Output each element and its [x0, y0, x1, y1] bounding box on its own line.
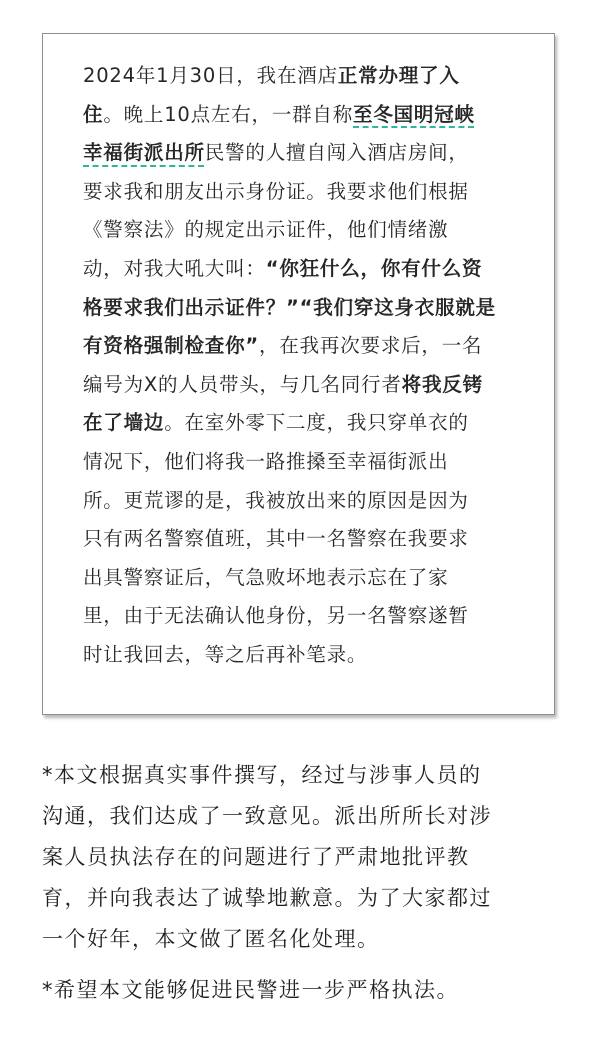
quote-line-16: 时让我回去，等之后再补笔录。 — [83, 642, 368, 666]
note-line: *本文根据真实事件撰写，经过与涉事人员的 — [42, 763, 482, 787]
quote-line-6: 动，对我大吼大叫：“你狂什么，你有什么资 — [83, 256, 483, 280]
quote-line-13: 只有两名警察值班，其中一名警察在我要求 — [83, 527, 469, 551]
quote-line-2: 住。晚上10点左右，一群自称至冬国明冠峡 — [83, 102, 475, 126]
anonymization-note — [42, 755, 562, 960]
police-station-name: 至冬国明冠峡 — [353, 102, 475, 126]
quote-line-14: 出具警察证后，气急败坏地表示忘在了家 — [83, 565, 449, 589]
note-line: 沟通，我们达成了一致意见。派出所所长对涉 — [42, 804, 492, 828]
quote-line-1: 2024年1月30日，我在酒店正常办理了入 — [83, 64, 460, 87]
quote-line-9: 编号为X的人员带头，与几名同行者将我反铐 — [83, 372, 483, 396]
footnotes — [42, 755, 562, 1011]
quote-line-15: 里，由于无法确认他身份，另一名警察遂暂 — [83, 604, 469, 628]
quote-line-5: 《警察法》的规定出示证件，他们情绪激 — [83, 218, 449, 242]
quote-line-11: 情况下，他们将我一路推搡至幸福街派出 — [83, 449, 449, 473]
note-line: 一个好年，本文做了匿名化处理。 — [42, 927, 380, 951]
quote-line-12: 所。更荒谬的是，我被放出来的原因是因为 — [83, 488, 469, 512]
quote-line-10: 在了墙边。在室外零下二度，我只穿单衣的 — [83, 411, 469, 435]
note-line: 育，并向我表达了诚挚地歉意。为了大家都过 — [42, 886, 492, 910]
quote-line-7: 格要求我们出示证件？”“我们穿这身衣服就是 — [83, 295, 496, 319]
quote-line-4: 要求我和朋友出示身份证。我要求他们根据 — [83, 179, 469, 203]
police-station-name-cont: 幸福街派出所 — [83, 141, 205, 165]
quote-line-3: 幸福街派出所民警的人擅自闯入酒店房间， — [83, 141, 469, 165]
note-line: 案人员执法存在的问题进行了严肃地批评教 — [42, 845, 470, 869]
quote-line-8: 有资格强制检查你”，在我再次要求后，一名 — [83, 334, 483, 358]
closing-note: *希望本文能够促进民警进一步严格执法。 — [42, 978, 459, 1002]
quote-box — [42, 33, 555, 715]
